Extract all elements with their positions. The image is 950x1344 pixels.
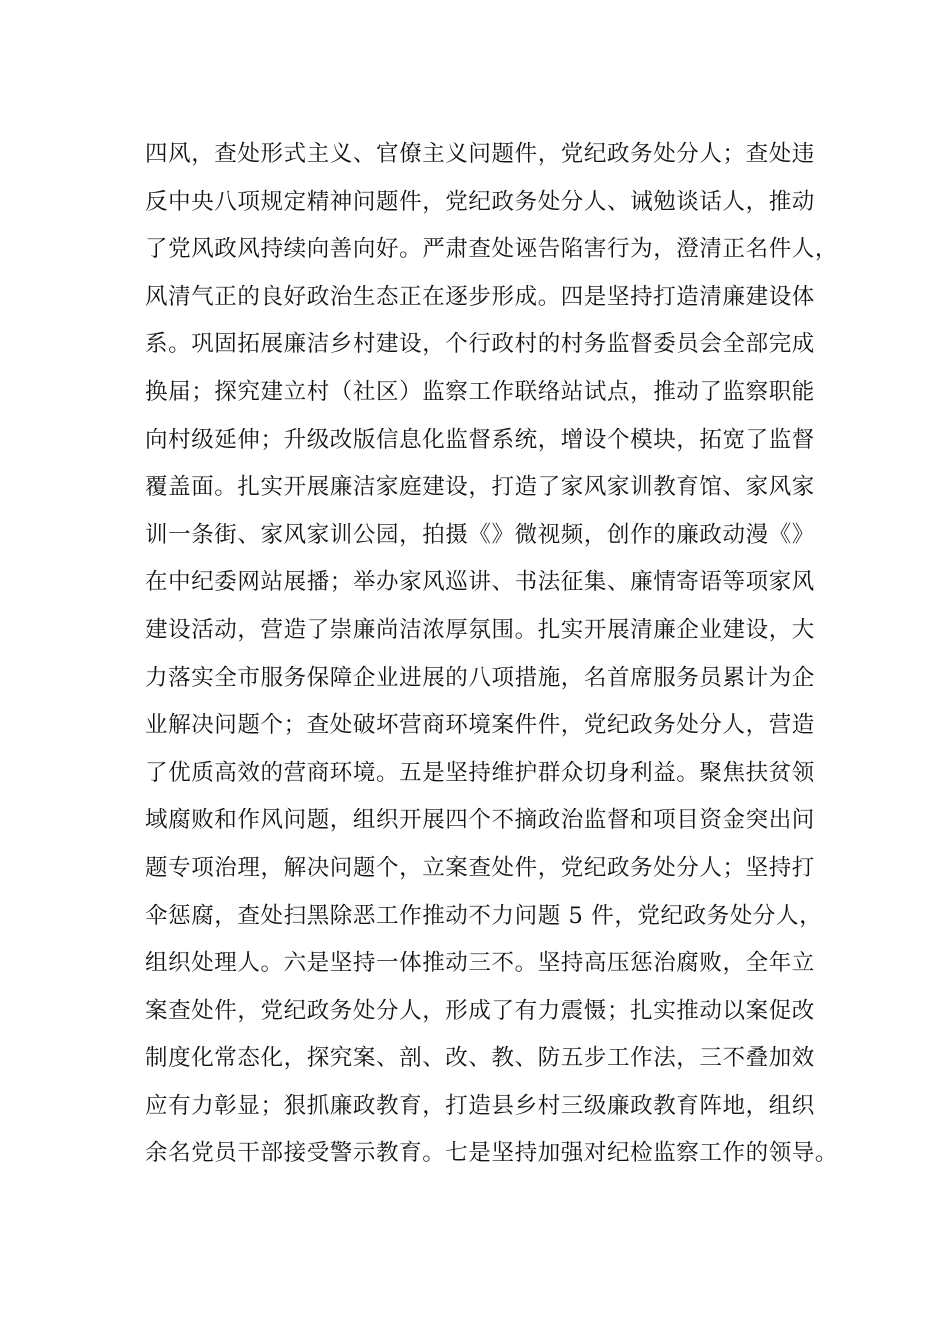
text-line: 向村级延伸；升级改版信息化监督系统，增设个模块，拓宽了监督	[145, 426, 815, 453]
text-line: 覆盖面。扎实开展廉洁家庭建设，打造了家风家训教育馆、家风家	[145, 474, 815, 501]
text-line: 风清气正的良好政治生态正在逐步形成。四是坚持打造清廉建设体	[145, 283, 815, 310]
text-line: 制度化常态化，探究案、剖、改、教、防五步工作法，三不叠加效	[145, 1045, 815, 1072]
text-line: 力落实全市服务保障企业进展的八项措施，名首席服务员累计为企	[145, 664, 815, 691]
text-line: 换届；探究建立村（社区）监察工作联络站试点，推动了监察职能	[145, 378, 815, 405]
text-line: 域腐败和作风问题，组织开展四个不摘政治监督和项目资金突出问	[145, 807, 815, 834]
text-line: 四风，查处形式主义、官僚主义问题件，党纪政务处分人；查处违	[145, 141, 815, 167]
text-line: 业解决问题个；查处破坏营商环境案件件，党纪政务处分人，营造	[145, 712, 815, 739]
text-line: 余名党员干部接受警示教育。七是坚持加强对纪检监察工作的领导。	[145, 1140, 839, 1167]
text-line: 题专项治理，解决问题个，立案查处件，党纪政务处分人；坚持打	[145, 854, 815, 881]
text-line: 在中纪委网站展播；举办家风巡讲、书法征集、廉情寄语等项家风	[145, 569, 815, 596]
body-text	[145, 131, 845, 1178]
text-line: 伞惩腐，查处扫黑除恶工作推动不力问题 5 件，党纪政务处分人，	[145, 902, 823, 929]
text-line: 组织处理人。六是坚持一体推动三不。坚持高压惩治腐败，全年立	[145, 950, 815, 977]
text-line: 案查处件，党纪政务处分人，形成了有力震慑；扎实推动以案促改	[145, 997, 815, 1024]
text-line: 了优质高效的营商环境。五是坚持维护群众切身利益。聚焦扶贫领	[145, 759, 815, 786]
text-line: 反中央八项规定精神问题件，党纪政务处分人、诫勉谈话人，推动	[145, 188, 815, 215]
text-line: 了党风政风持续向善向好。严肃查处诬告陷害行为，澄清正名件人，	[145, 236, 839, 263]
text-line: 应有力彰显；狠抓廉政教育，打造县乡村三级廉政教育阵地，组织	[145, 1092, 815, 1119]
text-line: 训一条街、家风家训公园，拍摄《》微视频，创作的廉政动漫《》	[145, 521, 815, 548]
text-line: 系。巩固拓展廉洁乡村建设，个行政村的村务监督委员会全部完成	[145, 331, 815, 358]
text-line: 建设活动，营造了崇廉尚洁浓厚氛围。扎实开展清廉企业建设，大	[145, 616, 815, 643]
